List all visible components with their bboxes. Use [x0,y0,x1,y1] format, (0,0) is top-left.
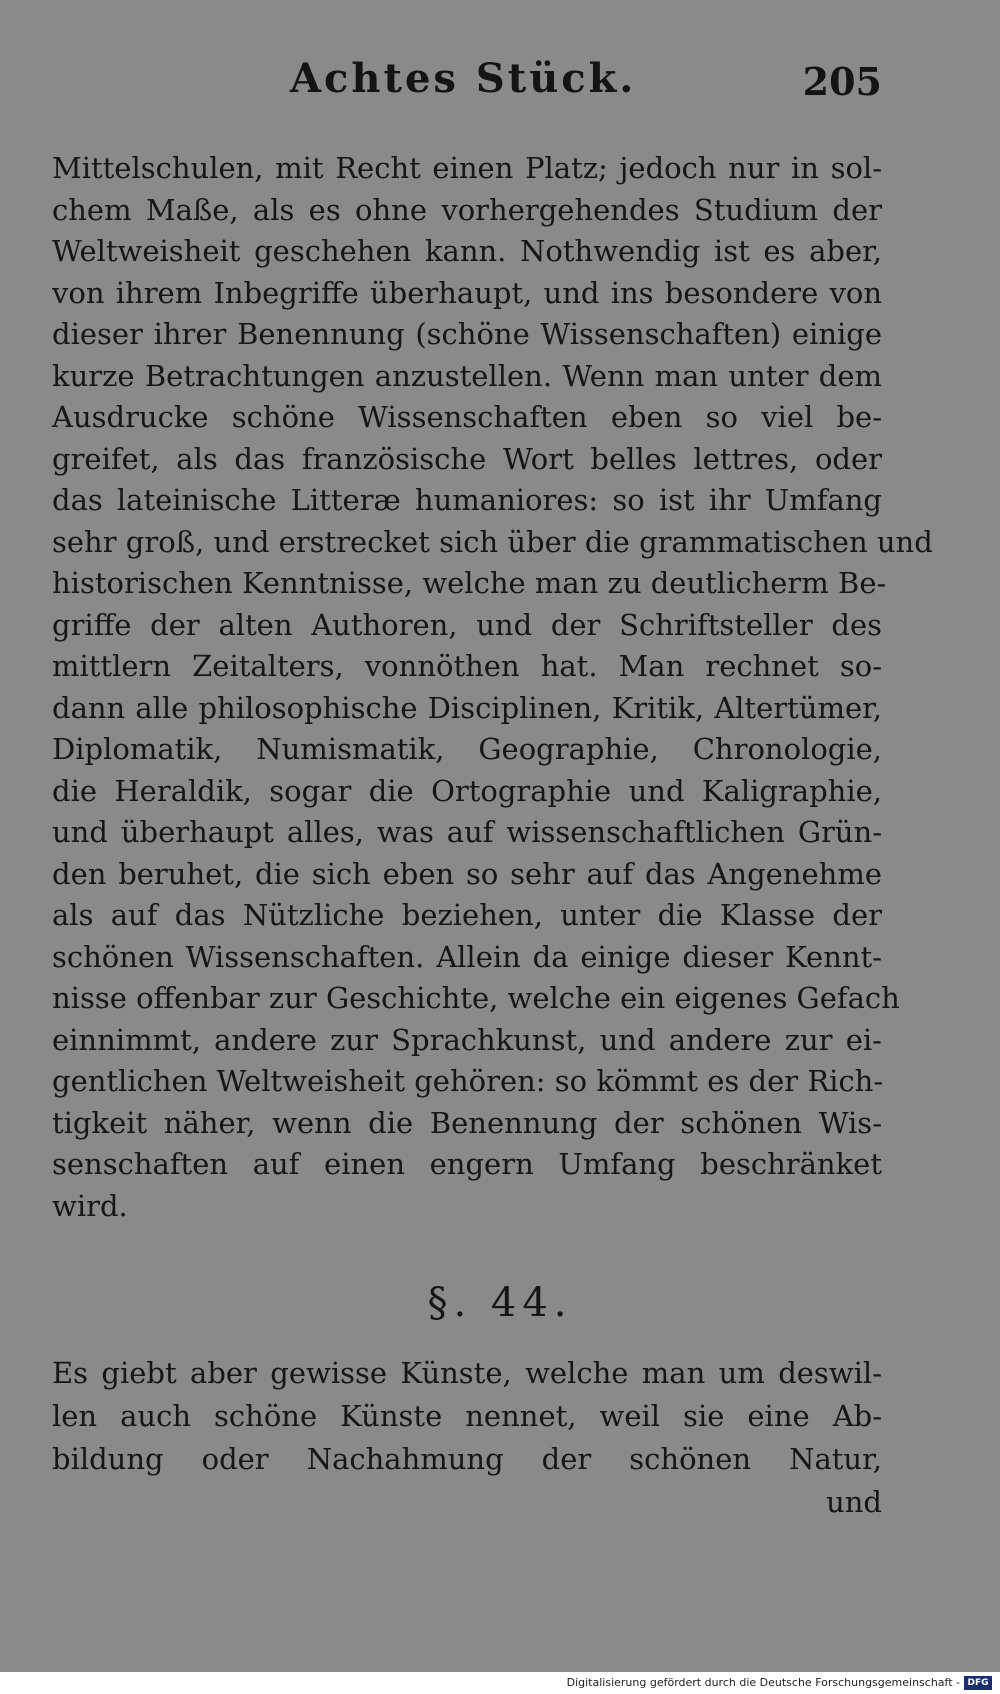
text-line: den beruhet, die sich eben so sehr auf das Angenehme [52,856,882,891]
text-line: einnimmt, andere zur Sprachkunst, und andere zur ei- [52,1022,882,1057]
catchword: und [826,1485,882,1519]
text-line: und überhaupt alles, was auf wissenschaftlichen Grün- [52,815,882,849]
footer-credit: Digitalisierung gefördert durch die Deutsche Forschungsgemeinschaft - [566,1676,960,1689]
text-line: chem Maße, als es ohne vorhergehendes Studium der [52,192,882,227]
paragraph-1 [52,148,933,1227]
text-line: senschaften auf einen engern Umfang beschränket [52,1147,882,1181]
section-heading: §. 44. [427,1280,573,1326]
running-title: Achtes Stück. [290,55,637,102]
text-line: gentlichen Weltweisheit gehören: so kömmt es der Rich- [52,1064,884,1098]
text-line: Diplomatik, Numismatik, Geographie, Chronologie, [52,732,882,766]
dfg-logo-icon: DFG [964,1676,992,1690]
page-header [52,55,882,115]
text-line: das lateinische Litteræ humaniores: so ist ihr Umfang [52,483,882,517]
paragraph-2 [52,1352,882,1524]
text-line: dann alle philosophische Disciplinen, Kritik, Altertümer, [52,690,882,725]
text-line: die Heraldik, sogar die Ortographie und Kaligraphie, [52,773,882,808]
text-line: nisse offenbar zur Geschichte, welche ein eigenes Gefach [52,981,900,1015]
text-line: Ausdrucke schöne Wissenschaften eben so viel be- [52,400,882,434]
text-line: von ihrem Inbegriffe überhaupt, und ins besondere von [52,275,882,310]
text-line: sehr groß, und erstrecket sich über die grammatischen und [52,524,933,559]
text-line: tigkeit näher, wenn die Benennung der schönen Wis- [52,1105,882,1140]
page-number: 205 [802,59,882,104]
text-line: schönen Wissenschaften. Allein da einige dieser Kennt- [52,939,882,974]
text-line: historischen Kenntnisse, welche man zu deutlicherm Be- [52,566,887,600]
text-line: dieser ihrer Benennung (schöne Wissenschaften) einige [52,317,882,351]
text-line: Es giebt aber gewisse Künste, welche man um deswil- [52,1356,882,1390]
text-line: greifet, als das französische Wort belles lettres, oder [52,441,882,476]
text-line: Mittelschulen, mit Recht einen Platz; jedoch nur in sol- [52,151,882,185]
text-line: wird. [52,1188,128,1223]
text-line: Weltweisheit geschehen kann. Nothwendig ist es aber, [52,234,882,268]
text-line: griffe der alten Authoren, und der Schriftsteller des [52,607,882,642]
text-line: als auf das Nützliche beziehen, unter die Klasse der [52,898,882,932]
text-line: mittlern Zeitalters, vonnöthen hat. Man rechnet so- [52,649,882,683]
footer [0,1672,1000,1694]
text-line: kurze Betrachtungen anzustellen. Wenn man unter dem [52,358,882,393]
text-line: len auch schöne Künste nennet, weil sie eine Ab- [52,1399,882,1433]
text-line: bildung oder Nachahmung der schönen Natur, [52,1442,882,1476]
